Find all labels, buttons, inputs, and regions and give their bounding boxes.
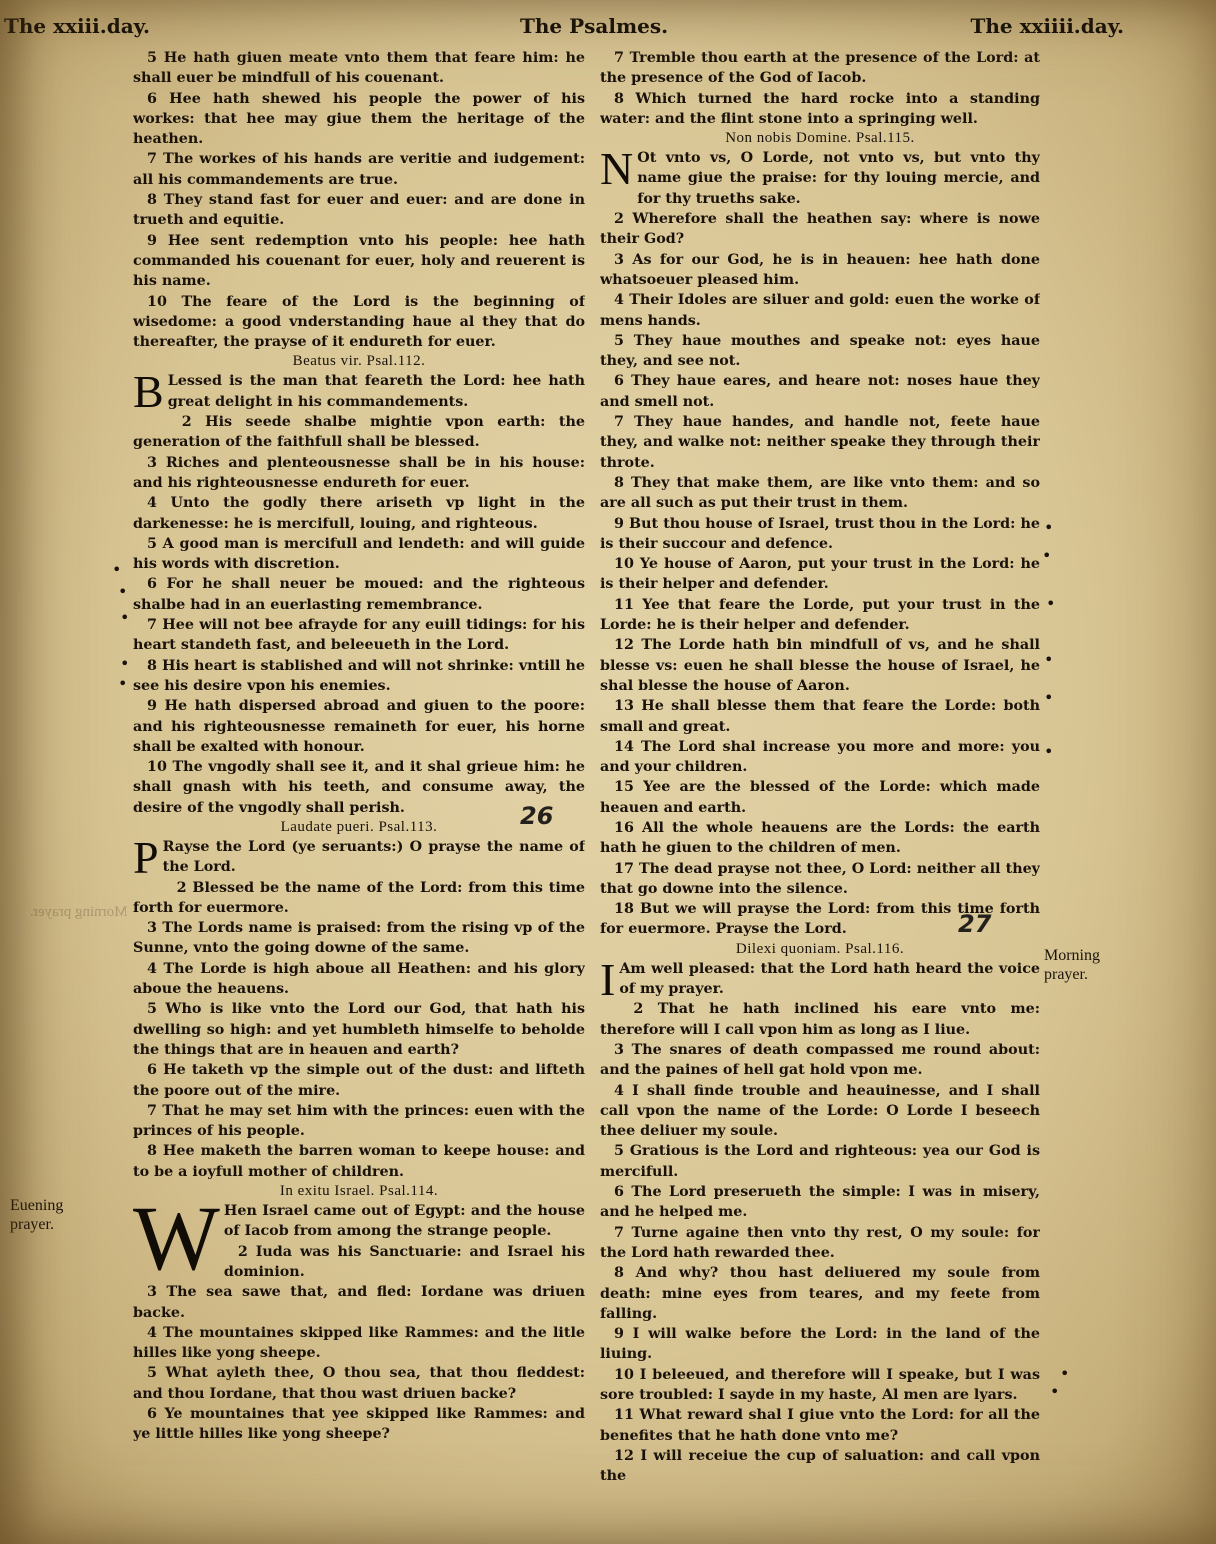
psalm-114 <box>133 1182 585 1445</box>
running-head-left: The xxiii.day. <box>4 14 150 38</box>
verse: 13 He shall blesse them that feare the Lorde: both small and great. <box>600 698 1040 735</box>
verse: 4 Unto the godly there ariseth vp light in the darkenesse: he is mercifull, louing, and righteous. <box>133 495 585 532</box>
verse: 5 He hath giuen meate vnto them that feare him: he shall euer be mindfull of his couenant. <box>133 50 585 87</box>
psalm-111-continued <box>133 48 585 352</box>
right-column <box>600 48 1040 1538</box>
verse: 8 They stand fast for euer and euer: and are done in trueth and equitie. <box>133 192 585 229</box>
margin-mark: • <box>120 608 130 627</box>
margin-mark: • <box>1042 546 1052 565</box>
verse: 18 But we will prayse the Lord: from this time forth for euermore. Prayse the Lord. <box>600 901 1040 938</box>
verse: 10 The vngodly shall see it, and it shal grieue him: he shall gnash with his teeth, and consume away, the desire of the vngodly shall perish. <box>133 759 585 816</box>
margin-mark: • <box>1046 594 1056 613</box>
verse: 17 The dead prayse not thee, O Lord: neither all they that go downe into the silence. <box>600 860 1040 897</box>
verse: 3 The Lords name is praised: from the rising vp of the Sunne, vnto the going downe of the same. <box>133 920 585 957</box>
margin-mark: • <box>1060 1364 1070 1383</box>
verse: 4 The mountaines skipped like Rammes: and the litle hilles like yong sheepe. <box>133 1324 585 1362</box>
psalm-first-verse <box>600 143 1040 209</box>
verse: 11 What reward shal I giue vnto the Lord: for all the benefites that he hath done vnto me? <box>600 1407 1040 1444</box>
verse: 15 Yee are the blessed of the Lorde: which made heauen and earth. <box>600 779 1040 816</box>
margin-mark: • <box>120 654 130 673</box>
verse: 14 The Lord shal increase you more and more: you and your children. <box>600 738 1040 776</box>
drop-capital: B <box>133 366 164 418</box>
psalm-heading: Laudate pueri. Psal.113. <box>280 818 438 835</box>
verse: 8 His heart is stablished and will not shrinke: vntill he see his desire vpon his enemies. <box>133 657 585 694</box>
verse: 3 As for our God, he is in heauen: hee hath done whatsoeuer pleased him. <box>600 251 1040 288</box>
first-verse-text: Lessed is the man that feareth the Lord: hee hath great delight in his commandements. <box>167 373 585 410</box>
verse: 2 Iuda was his Sanctuarie: and Israel his dominion. <box>223 1243 585 1280</box>
verse: 7 Turne againe then vnto thy rest, O my soule: for the Lord hath rewarded thee. <box>600 1224 1040 1261</box>
verse: 2 His seede shalbe mightie vpon earth: the generation of the faithfull shall be blessed. <box>133 414 585 451</box>
verse: 3 The snares of death compassed me round about: and the paines of hell gat hold vpon me. <box>600 1041 1040 1079</box>
verse: 5 Who is like vnto the Lord our God, that hath his dwelling so high: and yet humbleth himselfe to beholde the things that are in heauen and earth? <box>133 1001 585 1058</box>
margin-mark: • <box>1050 1382 1060 1401</box>
psalm-114-continued <box>600 48 1040 129</box>
verse: 9 I will walke before the Lord: in the land of the liuing. <box>600 1326 1040 1363</box>
verse: 8 Which turned the hard rocke into a standing water: and the flint stone into a springing well. <box>600 90 1040 127</box>
verse: 8 They that make them, are like vnto them: and so are all such as put their trust in them. <box>600 474 1040 512</box>
verse: 4 The Lorde is high aboue all Heathen: and his glory aboue the heauens. <box>133 960 585 998</box>
running-head-center: The Psalmes. <box>520 14 669 38</box>
verse: 7 That he may set him with the princes: euen with the princes of his people. <box>133 1102 585 1140</box>
drop-capital: I <box>600 953 616 1005</box>
margin-mark: • <box>1044 742 1054 761</box>
verse: 6 Hee hath shewed his people the power of his workes: that hee may giue them the heritage of the heathen. <box>133 90 585 148</box>
psalm-heading: Dilexi quoniam. Psal.116. <box>735 940 905 957</box>
verse: 6 Ye mountaines that yee skipped like Rammes: and ye little hilles like yong sheepe? <box>133 1406 585 1443</box>
handwritten-number-right: 27 <box>958 910 992 938</box>
verse: 16 All the whole heauens are the Lords: the earth hath he giuen to the children of men. <box>600 819 1040 857</box>
verse: 8 Hee maketh the barren woman to keepe house: and to be a ioyfull mother of children. <box>133 1143 585 1180</box>
psalm-112 <box>133 352 585 818</box>
verse: 2 Blessed be the name of the Lord: from this time forth for euermore. <box>133 879 585 916</box>
first-verse-text: Rayse the Lord (ye seruants:) O prayse the name of the Lord. <box>162 838 585 876</box>
verse: 5 They haue mouthes and speake not: eyes haue they, and see not. <box>600 332 1040 370</box>
verse: 6 He taketh vp the simple out of the dust: and lifteth the poore out of the mire. <box>133 1062 585 1099</box>
verse: 2 Wherefore shall the heathen say: where is nowe their God? <box>600 211 1040 248</box>
verse: 7 The workes of his hands are veritie and iudgement: all his commandements are true. <box>133 151 585 188</box>
verse: 7 Hee will not bee afrayde for any euill tidings: for his heart standeth fast, and beleeueth in the Lord. <box>133 617 585 654</box>
first-verse-text: Hen Israel came out of Egypt: and the house of Iacob from among the strange people. <box>223 1203 585 1240</box>
psalm-113 <box>133 818 585 1182</box>
verse: 3 Riches and plenteousnesse shall be in his house: and his righteousnesse endureth for euer. <box>133 454 585 491</box>
verse: 5 What ayleth thee, O thou sea, that thou fleddest: and thou Iordane, that thou wast driuen backe? <box>133 1365 585 1402</box>
margin-mark: • <box>118 674 128 693</box>
verse: 8 And why? thou hast deliuered my soule from death: mine eyes from teares, and my feete from falling. <box>600 1265 1040 1322</box>
verse: 5 Gratious is the Lord and righteous: yea our God is mercifull. <box>600 1143 1040 1180</box>
drop-capital: N <box>600 143 634 195</box>
left-column <box>133 48 585 1538</box>
first-verse-text: Ot vnto vs, O Lorde, not vnto vs, but vnto thy name giue the praise: for thy louing mercie, and for thy trueths sake. <box>637 150 1040 207</box>
verse: 9 He hath dispersed abroad and giuen to the poore: and his righteousnesse remaineth for euer, his horne shall be exalted with honour. <box>133 698 585 755</box>
drop-capital: W <box>133 1187 220 1290</box>
verse: 10 The feare of the Lord is the beginning of wisedome: a good vnderstanding haue al they that do thereafter, the prayse of it endureth for euer. <box>133 293 585 351</box>
verse: 7 They haue handes, and handle not, feete haue they, and walke not: neither speake they through their throte. <box>600 414 1040 471</box>
psalm-first-verse <box>600 953 1040 1005</box>
margin-mark: • <box>1044 518 1054 537</box>
verse: 4 I shall finde trouble and heauinesse, and I shall call vpon the name of the Lorde: O Lorde I beseech thee deliuer my soule. <box>600 1082 1040 1140</box>
running-head-right: The xxiiii.day. <box>970 14 1124 38</box>
drop-capital: P <box>133 831 159 883</box>
verse: 10 I beleeued, and therefore will I speake, but I was sore troubled: I sayde in my haste, Al men are lyars. <box>600 1366 1040 1403</box>
margin-note-morning-prayer: Morning prayer. <box>1044 947 1100 983</box>
psalm-heading: Non nobis Domine. Psal.115. <box>725 130 915 147</box>
verse: 3 The sea sawe that, and fled: Iordane was driuen backe. <box>133 1284 585 1321</box>
psalm-heading: In exitu Israel. Psal.114. <box>279 1183 439 1200</box>
show-through-note: Morning prayer. <box>30 904 128 920</box>
verse: 12 The Lorde hath bin mindfull of vs, and he shall blesse vs: euen he shall blesse the house of Israel, he shal blesse the house of Aaron. <box>600 637 1040 694</box>
margin-mark: • <box>1044 688 1054 707</box>
verse: 7 Tremble thou earth at the presence of the Lord: at the presence of the God of Iacob. <box>600 50 1040 87</box>
verse: 4 Their Idoles are siluer and gold: euen the worke of mens hands. <box>600 292 1040 329</box>
verse: 6 For he shall neuer be moued: and the righteous shalbe had in an euerlasting remembrance. <box>133 576 585 613</box>
verse: 12 I will receiue the cup of saluation: and call vpon the <box>600 1447 1040 1485</box>
verse: 11 Yee that feare the Lorde, put your trust in the Lorde: he is their helper and defender. <box>600 596 1040 634</box>
verse: 5 A good man is mercifull and lendeth: and will guide his words with discretion. <box>133 535 585 573</box>
psalm-first-verse <box>133 831 585 883</box>
verse: 10 Ye house of Aaron, put your trust in the Lord: he is their helper and defender. <box>600 556 1040 593</box>
first-verse-text: Am well pleased: that the Lord hath heard the voice of my prayer. <box>619 960 1040 998</box>
verse: 6 They haue eares, and heare not: noses haue they and smell not. <box>600 373 1040 410</box>
psalm-115 <box>600 129 1040 940</box>
margin-note-euening-prayer: Euening prayer. <box>10 1197 64 1233</box>
psalm-116 <box>600 940 1040 1487</box>
psalm-heading: Beatus vir. Psal.112. <box>292 353 426 370</box>
psalm-first-verse <box>133 366 585 418</box>
margin-mark: • <box>118 582 128 601</box>
handwritten-number-left: 26 <box>520 802 554 830</box>
verse: 6 The Lord preserueth the simple: I was in misery, and he helped me. <box>600 1184 1040 1221</box>
verse: 9 But thou house of Israel, trust thou in the Lord: he is their succour and defence. <box>600 515 1040 552</box>
verse: 2 That he hath inclined his eare vnto me: therefore will I call vpon him as long as I liue. <box>600 1001 1040 1038</box>
margin-mark: • <box>1044 650 1054 669</box>
verse: 9 Hee sent redemption vnto his people: hee hath commanded his couenant for euer, holy and reuerent is his name. <box>133 232 585 290</box>
margin-mark: • <box>112 560 122 579</box>
